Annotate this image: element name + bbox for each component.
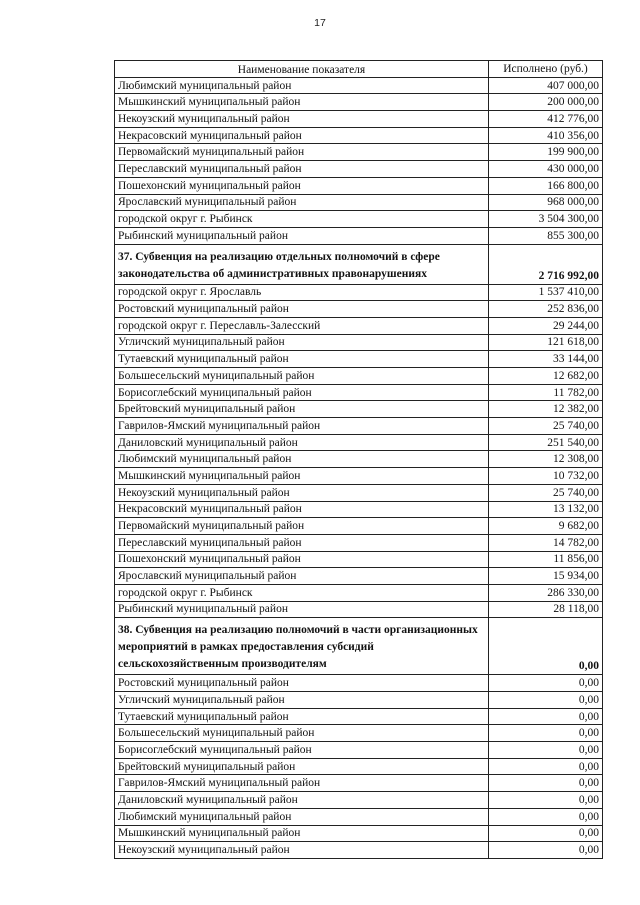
row-name: городской округ г. Рыбинск [115,584,489,601]
section-title: 37. Субвенция на реализацию отдельных полномочий в сфере законодательства об административных правонарушениях [115,244,489,284]
row-name: Борисоглебский муниципальный район [115,742,489,759]
table-row [115,127,603,144]
row-name: Первомайский муниципальный район [115,144,489,161]
row-name: Некоузский муниципальный район [115,484,489,501]
table-row [115,351,603,368]
row-value: 28 118,00 [489,601,603,618]
table-row [115,211,603,228]
row-value: 0,00 [489,758,603,775]
row-name: Угличский муниципальный район [115,692,489,709]
table-row [115,401,603,418]
table-row [115,434,603,451]
row-name: Переславский муниципальный район [115,534,489,551]
row-name: Пошехонский муниципальный район [115,177,489,194]
table-row [115,742,603,759]
table-row [115,775,603,792]
table-row [115,384,603,401]
row-name: Угличский муниципальный район [115,334,489,351]
row-value: 12 682,00 [489,368,603,385]
table-row [115,111,603,128]
row-value: 10 732,00 [489,468,603,485]
row-name: Пошехонский муниципальный район [115,551,489,568]
table-row [115,725,603,742]
row-name: Рыбинский муниципальный район [115,227,489,244]
row-value: 12 382,00 [489,401,603,418]
row-name: Большесельский муниципальный район [115,725,489,742]
row-value: 0,00 [489,742,603,759]
row-value: 0,00 [489,825,603,842]
row-name: городской округ г. Переславль-Залесский [115,317,489,334]
row-value: 0,00 [489,675,603,692]
row-value: 200 000,00 [489,94,603,111]
row-value: 33 144,00 [489,351,603,368]
row-value: 410 356,00 [489,127,603,144]
table-row [115,368,603,385]
table-row [115,518,603,535]
row-value: 0,00 [489,708,603,725]
table-row [115,584,603,601]
row-value: 0,00 [489,808,603,825]
row-name: Тутаевский муниципальный район [115,351,489,368]
section-header-row [115,618,603,675]
row-name: Ярославский муниципальный район [115,568,489,585]
row-value: 12 308,00 [489,451,603,468]
row-name: Некрасовский муниципальный район [115,127,489,144]
row-value: 1 537 410,00 [489,284,603,301]
row-value: 15 934,00 [489,568,603,585]
column-header-name: Наименование показателя [115,61,489,78]
table-body [115,77,603,858]
row-name: Некоузский муниципальный район [115,842,489,859]
table-row [115,418,603,435]
row-value: 166 800,00 [489,177,603,194]
row-name: городской округ г. Ярославль [115,284,489,301]
section-title: 38. Субвенция на реализацию полномочий в части организационных мероприятий в рамках предоставления субсидий сельскохозяйственным производителям [115,618,489,675]
row-name: Брейтовский муниципальный район [115,758,489,775]
row-value: 13 132,00 [489,501,603,518]
row-value: 11 856,00 [489,551,603,568]
section-header-row [115,244,603,284]
row-name: Мышкинский муниципальный район [115,94,489,111]
table-row [115,842,603,859]
row-value: 199 900,00 [489,144,603,161]
row-name: городской округ г. Рыбинск [115,211,489,228]
row-name: Ростовский муниципальный район [115,301,489,318]
table-row [115,568,603,585]
table-row [115,451,603,468]
table-row [115,284,603,301]
row-name: Рыбинский муниципальный район [115,601,489,618]
row-value: 407 000,00 [489,77,603,94]
row-value: 14 782,00 [489,534,603,551]
row-value: 0,00 [489,842,603,859]
row-name: Брейтовский муниципальный район [115,401,489,418]
table-row [115,792,603,809]
row-value: 0,00 [489,692,603,709]
table-row [115,177,603,194]
row-value: 412 776,00 [489,111,603,128]
section-total: 0,00 [489,618,603,675]
table-row [115,334,603,351]
table-row [115,77,603,94]
row-name: Гаврилов-Ямский муниципальный район [115,775,489,792]
row-name: Тутаевский муниципальный район [115,708,489,725]
row-name: Ярославский муниципальный район [115,194,489,211]
row-name: Некоузский муниципальный район [115,111,489,128]
table-row [115,468,603,485]
row-name: Борисоглебский муниципальный район [115,384,489,401]
row-value: 0,00 [489,792,603,809]
section-total: 2 716 992,00 [489,244,603,284]
row-name: Даниловский муниципальный район [115,792,489,809]
row-name: Любимский муниципальный район [115,77,489,94]
table-row [115,708,603,725]
table-row [115,317,603,334]
row-value: 3 504 300,00 [489,211,603,228]
row-name: Мышкинский муниципальный район [115,825,489,842]
table-header-row [115,61,603,78]
row-value: 252 836,00 [489,301,603,318]
table-row [115,675,603,692]
row-value: 430 000,00 [489,161,603,178]
table-row [115,484,603,501]
table-row [115,301,603,318]
row-value: 286 330,00 [489,584,603,601]
page-number: 17 [314,17,326,29]
row-value: 25 740,00 [489,484,603,501]
row-name: Большесельский муниципальный район [115,368,489,385]
table-row [115,692,603,709]
table-row [115,144,603,161]
table-row [115,194,603,211]
row-value: 0,00 [489,775,603,792]
row-value: 9 682,00 [489,518,603,535]
table-row [115,94,603,111]
row-name: Гаврилов-Ямский муниципальный район [115,418,489,435]
row-name: Ростовский муниципальный район [115,675,489,692]
table-row [115,808,603,825]
row-name: Некрасовский муниципальный район [115,501,489,518]
row-value: 11 782,00 [489,384,603,401]
table-row [115,534,603,551]
row-name: Мышкинский муниципальный район [115,468,489,485]
row-name: Даниловский муниципальный район [115,434,489,451]
table-row [115,161,603,178]
table-row [115,758,603,775]
column-header-value: Исполнено (руб.) [489,61,603,78]
table-row [115,825,603,842]
table-row [115,501,603,518]
row-value: 29 244,00 [489,317,603,334]
row-value: 855 300,00 [489,227,603,244]
budget-execution-table [114,60,603,859]
table-row [115,551,603,568]
row-name: Первомайский муниципальный район [115,518,489,535]
row-value: 968 000,00 [489,194,603,211]
row-name: Любимский муниципальный район [115,451,489,468]
table-row [115,227,603,244]
row-value: 25 740,00 [489,418,603,435]
table-row [115,601,603,618]
row-name: Переславский муниципальный район [115,161,489,178]
row-value: 251 540,00 [489,434,603,451]
row-name: Любимский муниципальный район [115,808,489,825]
row-value: 121 618,00 [489,334,603,351]
row-value: 0,00 [489,725,603,742]
